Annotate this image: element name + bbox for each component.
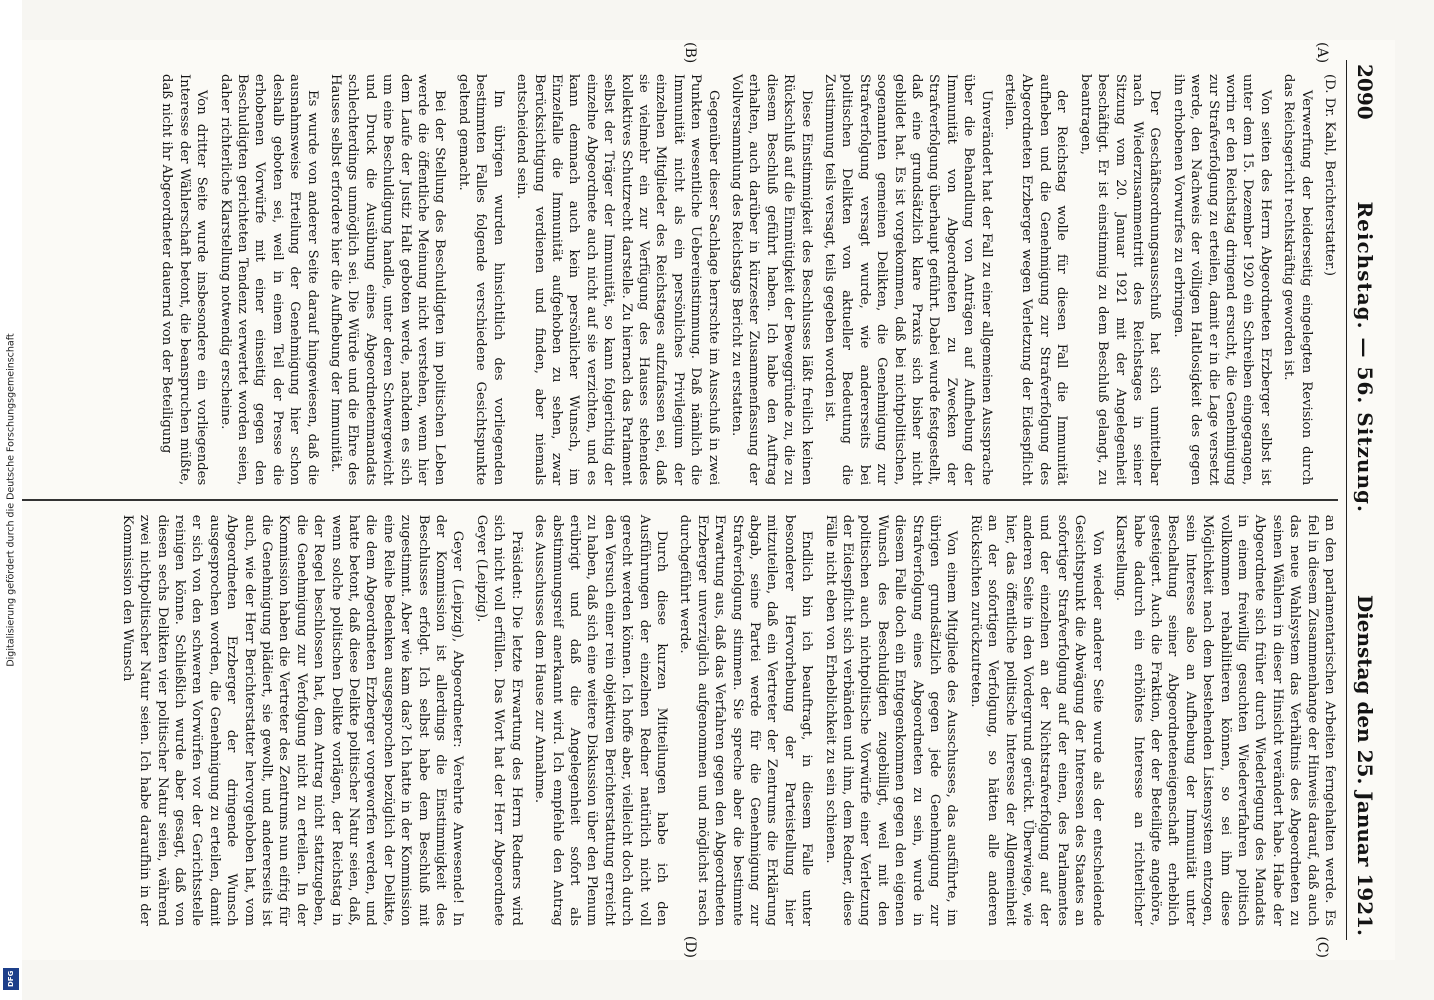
- page-header: [1346, 60, 1377, 940]
- digitization-credit: Digitalisierung gefördert durch die Deutsche Forschungsgemeinschaft: [5, 333, 17, 667]
- right-column-paragraph: Durch diese kurzen Mitteilungen habe ich den Ausführungen der einzelnen Redner natürlich nicht voll gerecht werden können. Ich hoffe aber, vielleicht doch durch den Versuch einer rein objektiven Berichterstattung erreicht zu haben, daß sich eine weitere Diskussion über den Plenum erübrigt und daß die Angelegenheit sofort als abstimmungsreif anerkannt wird. Ich empfehle den Antrag des Ausschusses dem Hause zur Annahme.: [532, 514, 669, 926]
- margin-marker-b: (B): [682, 42, 698, 64]
- right-column-paragraph: Endlich bin ich beauftragt, in diesem Falle unter besonderer Hervorhebung der Parteistellung hier mitzuteilen, daß ein Vertreter der Zentrums die Erklärung abgab, seine Partei werde für die Genehmigung zur Strafverfolgung stimmen. Sie spreche aber die bestimmte Erwartung aus, daß das Verfahren gegen den Abgeordneten Erzberger unverzüglich aufgenommen und möglichst rasch durchgeführt werde.: [677, 514, 815, 926]
- margin-marker-d: (D): [682, 935, 698, 958]
- left-column-paragraph: Bei der Stellung des Beschuldigten im politischen Leben werde die öffentliche Meinung nicht verstehen, wenn hier dem Laufe der Justiz Halt geboten werde, nachdem es sich um eine Beschuldigung handle, unter deren Schwergewicht und Druck die Ausübung eines Abgeordnetenmandats schlechterdings unmöglich sei. Die Würde und die Ehre des Hauses selbst erfordere hier die Aufhebung der Immunität.: [328, 74, 448, 486]
- left-column-paragraph: Unverändert hat der Fall zu einer allgemeinen Aussprache über die Behandlung von Anträgen auf Aufhebung der Immunität von Abgeordneten zu Zwecken der Strafverfolgung überhaupt geführt. Dabei wurde festgestellt, daß eine grundsätzlich klare Praxis sich bisher nicht gebildet hat. Es ist vorgekommen, daß bei nichtpolitischen, sogenannten gemeinen Delikten, die Genehmigung zur Strafverfolgung versagt wurde, wie andererseits bei politischen Delikten von aktueller Bedeutung die Zustimmung teils versagt, teils gegeben worden ist.: [822, 74, 994, 486]
- right-column-paragraph: Von wieder anderer Seite wurde als der entscheidende Gesichtspunkt die Abwägung der Interessen des Staates an sofortiger Strafverfolgung auf der einen, des Parlamentes und der einzelnen an der Nichtstrafverfolgung auf der anderen Seite in den Vordergrund gerückt. Überwiege, wie hier, das öffentliche politische Interesse der Allgemeinheit an der sofortigen Verfolgung, so hätten alle anderen Rücksichten zurückzutreten.: [967, 514, 1105, 926]
- rotated-newspaper-page: [5, 40, 1395, 960]
- right-column-paragraph: Geyer (Leipzig), Abgeordneter: Verehrte Anwesende! In der Kommission ist allerdings die Einstimmigkeit des Beschlusses erfolgt. Ich selbst habe dem Beschluß mit zugestimmt. Aber wie kam das? Ich hatte in der Kommission eine Reihe Bedenken ausgesprochen bezüglich der Delikte, die dem Abgeordneten Erzberger vorgeworfen werden, und hatte betont, daß diese Delikte politischer Natur seien, daß, wenn solche politischen Delikte vorlägen, der Reichstag in der Regel beschlossen hat, dem Antrag nicht stattzugeben, die Genehmigung zur Verfolgung nicht zu erteilen. In der Kommission haben die Vertreter des Zentrums nun eifrig für die Genehmigung plädiert, sie gewollt, und andererseits ist auch, wie der Herr Berichterstatter hervorgehoben hat, vom Abgeordneten Erzberger der dringende Wunsch ausgesprochen worden, die Genehmigung zu erteilen, damit er sich von den schweren Vorwürfen vor der Gerichtsstelle reinigen könne. Schließlich wurde aber gesagt, daß von diesen sechs Delikten vier politischer Natur seien, während zwei nichtpolitischer Natur seien. Ich habe daraufhin in der Kommission den Wunsch: [119, 514, 466, 926]
- session-date: Dienstag den 25. Januar 1921.: [1353, 594, 1377, 936]
- left-column-paragraph: der Reichstag wolle für diesen Fall die Immunität aufheben und die Genehmigung zur Strafverfolgung des Abgeordneten Erzberger wegen Verletzung der Eidespflicht erteilen.: [1002, 74, 1070, 486]
- left-column-paragraph: Im übrigen wurden hinsichtlich des vorliegenden bestimmten Falles folgende verschiedene Gesichtspunkte geltend gemacht.: [455, 74, 506, 486]
- right-column-paragraph: an den parlamentarischen Arbeiten ferngehalten werde. Es fiel in diesem Zusammenhange der Hinweis darauf, daß auch das neue Wahlsystem das Verhältnis des Abgeordneten zu seinen Wählern in dieser Hinsicht verändert habe. Habe der Abgeordnete sich früher durch Wiederlegung des Mandats in einem freiwillig gesuchten Wiederverfahren politisch vollkommen rehabilitieren können, so sei ihm diese Möglichkeit nach dem bestehenden Listensystem entzogen, sein Interesse also an Aufhebung der Immunität unter Beschaltung seiner Abgeordneteneigenschaft erheblich gesteigert. Auch die Fraktion, der der Beteiligte angehöre, habe dadurch ein erhöhtes Interesse an richterlicher Klarstellung.: [1113, 514, 1337, 926]
- left-column-paragraph: Diese Einstimmigkeit des Beschlusses läßt freilich keinen Rückschluß auf die Einmütigkeit der Beweggründe zu, die zu diesem Beschluß geführt haben. Ich habe den Auftrag erhalten, auch darüber in kürzester Zusammenfassung der Vollversammlung des Reichstags Bericht zu erstatten.: [729, 74, 814, 486]
- margin-marker-a: (A): [1314, 42, 1330, 64]
- left-column-paragraph: Von dritter Seite wurde insbesondere ein vorliegendes Interesse der Wählerschaft betont, die beanspruchen müßte, daß nicht ihr Abgeordneter dauernd von der Beteiligung: [159, 74, 210, 486]
- margin-marker-c: (C): [1314, 936, 1330, 958]
- page-number: 2090: [1353, 64, 1377, 120]
- left-column: [18, 60, 1338, 499]
- credit-strip: [0, 0, 22, 1000]
- right-column-paragraph: Präsident: Die letzte Erwartung des Herrn Redners wird sich nicht voll erfüllen. Das Wort hat der Herr Abgeordnete Geyer (Leipzig).: [473, 514, 524, 926]
- left-column-paragraph: Verwerfung der beiderseitig eingelegten Revision durch das Reichsgericht rechtskräftig geworden ist.: [1281, 74, 1314, 486]
- text-columns: [18, 42, 1338, 958]
- running-title: Reichstag. — 56. Sitzung.: [1353, 201, 1377, 513]
- right-column: [18, 501, 1338, 940]
- left-column-paragraph: Es wurde von anderer Seite darauf hingewiesen, daß die ausnahmsweise Erteilung der Genehmigung hier schon deshalb geboten sei, weil in einem Teil der Presse die erhobenen Vorwürfe mit einer einseitig gegen den Beschuldigten gerichteten Tendenz verwertet worden seien, daher richterliche Klarstellung notwendig erscheine.: [217, 74, 320, 486]
- left-column-paragraph: (D. Dr. Kahl, Berichterstatter.): [1322, 74, 1337, 277]
- right-column-paragraph: Von einem Mitgliede des Ausschusses, das ausführte, im übrigen grundsätzlich gegen jede Genehmigung zur Strafverfolgung eines Abgeordneten zu sein, wurde in diesem Falle doch ein Entgegenkommen gegen den eigenen Wunsch des Beschuldigten zugebilligt, weil mit den politischen auch nichtpolitische Vorwürfe einer Verletzung der Eidespflicht sich verbänden und ihm, dem Redner, diese Fälle nicht eben von Erheblichkeit zu sein schienen.: [822, 514, 960, 926]
- left-column-paragraph: Der Geschäftsordnungsausschuß hat sich unmittelbar nach Wiederzusammentritt des Reichstages in seiner Sitzung vom 20. Januar 1921 mit der Angelegenheit beschäftigt. Er ist einstimmig zu dem Beschluß gelangt, zu beantragen,: [1077, 74, 1163, 486]
- left-column-paragraph: Von seiten des Herrn Abgeordneten Erzberger selbst ist unter dem 15. Dezember 1920 ein Schreiben eingegangen, worin er den Reichstag dringend ersucht, die Genehmigung zur Strafverfolgung zu erteilen, damit er in die Lage versetzt werde, den Nachweis der völligen Haltlosigkeit des gegen ihn erhobenen Vorwurfes zu erbringen.: [1170, 74, 1273, 486]
- dfg-logo-icon: DFG: [3, 968, 19, 990]
- left-column-paragraph: Gegenüber dieser Sachlage herrschte im Ausschuß in zwei Punkten wesentliche Uebereinstimmung. Daß nämlich die Immunität nicht als ein persönliches Privilegium der einzelnen Mitglieder des Reichstages aufzufassen sei, daß sie vielmehr ein zur Verfügung des Hauses stehendes kollektives Schutzrecht darstelle. Zu hiernach das Parlament selbst der Träger der Immunität, so kann folgerichtig der einzelne Abgeordnete auch nicht auf sie verzichten, und es kann demnach auch kein persönlicher Wunsch, im Einzelfalle die Immunität aufgehoben zu sehen, zwar Berücksichtigung verdienen und finden, aber niemals entscheidend sein.: [514, 74, 721, 486]
